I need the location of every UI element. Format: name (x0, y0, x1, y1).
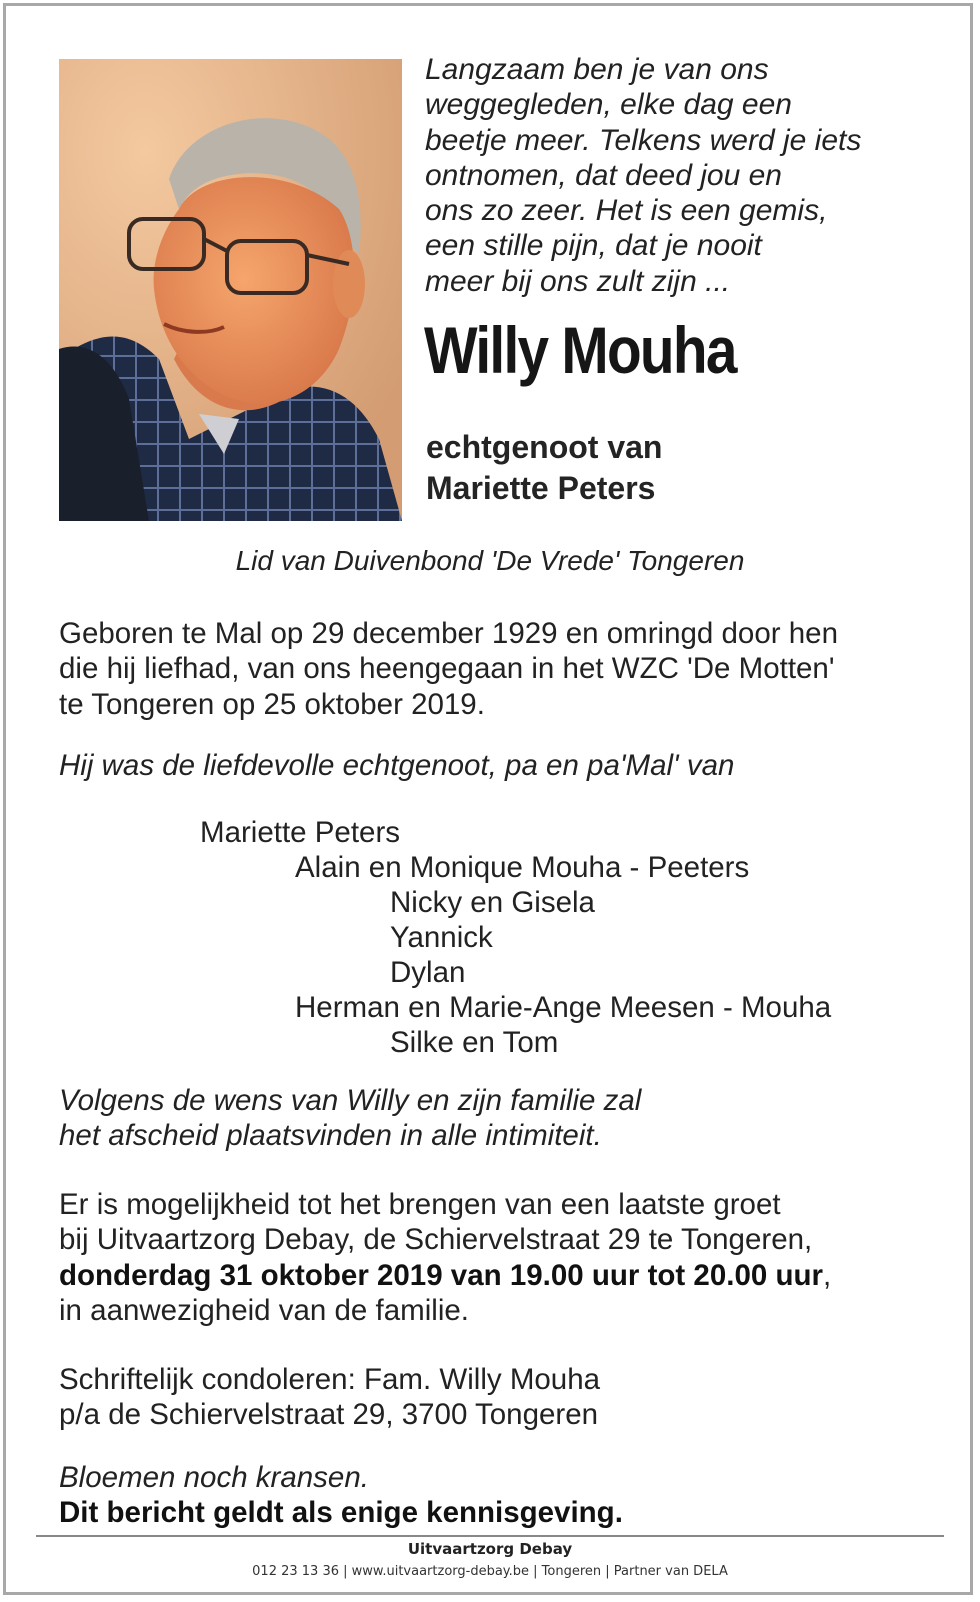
membership-line: Lid van Duivenbond 'De Vrede' Tongeren (235, 545, 745, 576)
family-member: Dylan (390, 956, 466, 989)
condolence-address: p/a de Schiervelstraat 29, 3700 Tongeren (59, 1398, 599, 1432)
birth-text (59, 616, 838, 722)
deceased-name: Willy Mouha (424, 313, 736, 387)
birth-line: Geboren te Mal op 29 december 1929 en omringd door hen (59, 617, 838, 650)
poem-line: meer bij ons zult zijn ... (425, 264, 731, 298)
spouse-relation: echtgenoot van (426, 429, 663, 465)
condolence-line: Schriftelijk condoleren: Fam. Willy Mouha (59, 1363, 601, 1396)
birth-line: te Tongeren op 25 oktober 2019. (59, 687, 485, 721)
notice-note: Dit bericht geldt als enige kennisgeving. (59, 1496, 623, 1529)
poem-line: ons zo zeer. Het is een gemis, (425, 194, 828, 228)
memorial-poem (425, 52, 945, 299)
family-member: Silke en Tom (390, 1026, 559, 1059)
funeral-home-contact: 012 23 13 36 | www.uitvaartzorg-debay.be | Tongeren | Partner van DELA (252, 1564, 728, 1579)
poem-line: een stille pijn, dat je nooit (425, 229, 762, 263)
family-member: Nicky en Gisela (390, 886, 595, 919)
visitation-block (59, 1187, 831, 1328)
family-member: Mariette Peters (200, 816, 401, 849)
relatives-intro: Hij was de liefdevolle echtgenoot, pa en pa'Mal' van (59, 749, 735, 782)
farewell-line: het afscheid plaatsvinden in alle intimiteit. (59, 1119, 602, 1153)
spouse-block (426, 427, 662, 509)
farewell-text (59, 1083, 641, 1154)
farewell-line: Volgens de wens van Willy en zijn familie zal (59, 1084, 642, 1117)
spouse-name: Mariette Peters (426, 470, 656, 506)
poem-line: beetje meer. Telkens werd je iets (425, 123, 862, 157)
family-member: Yannick (390, 921, 493, 954)
visitation-date-suffix: , (822, 1258, 832, 1292)
family-member: Herman en Marie-Ange Meesen - Mouha (295, 991, 832, 1024)
birth-line: die hij liefhad, van ons heengegaan in het WZC 'De Motten' (59, 652, 835, 686)
condolence-block (59, 1362, 600, 1433)
flowers-note: Bloemen noch kransen. (59, 1461, 369, 1494)
visitation-line: in aanwezigheid van de familie. (59, 1293, 469, 1327)
visitation-date: donderdag 31 oktober 2019 van 19.00 uur tot 20.00 uur (59, 1258, 823, 1292)
poem-line: ontnomen, dat deed jou en (425, 158, 782, 192)
funeral-home-name: Uitvaartzorg Debay (407, 1540, 573, 1558)
poem-line: Langzaam ben je van ons (425, 53, 769, 86)
portrait-photo (59, 59, 402, 521)
family-member: Alain en Monique Mouha - Peeters (295, 851, 750, 884)
footer-divider (36, 1535, 944, 1537)
visitation-line: bij Uitvaartzorg Debay, de Schiervelstraat 29 te Tongeren, (59, 1223, 813, 1257)
visitation-date-line (59, 1258, 831, 1293)
visitation-line: Er is mogelijkheid tot het brengen van een laatste groet (59, 1188, 781, 1221)
poem-line: weggegleden, elke dag een (425, 88, 792, 122)
